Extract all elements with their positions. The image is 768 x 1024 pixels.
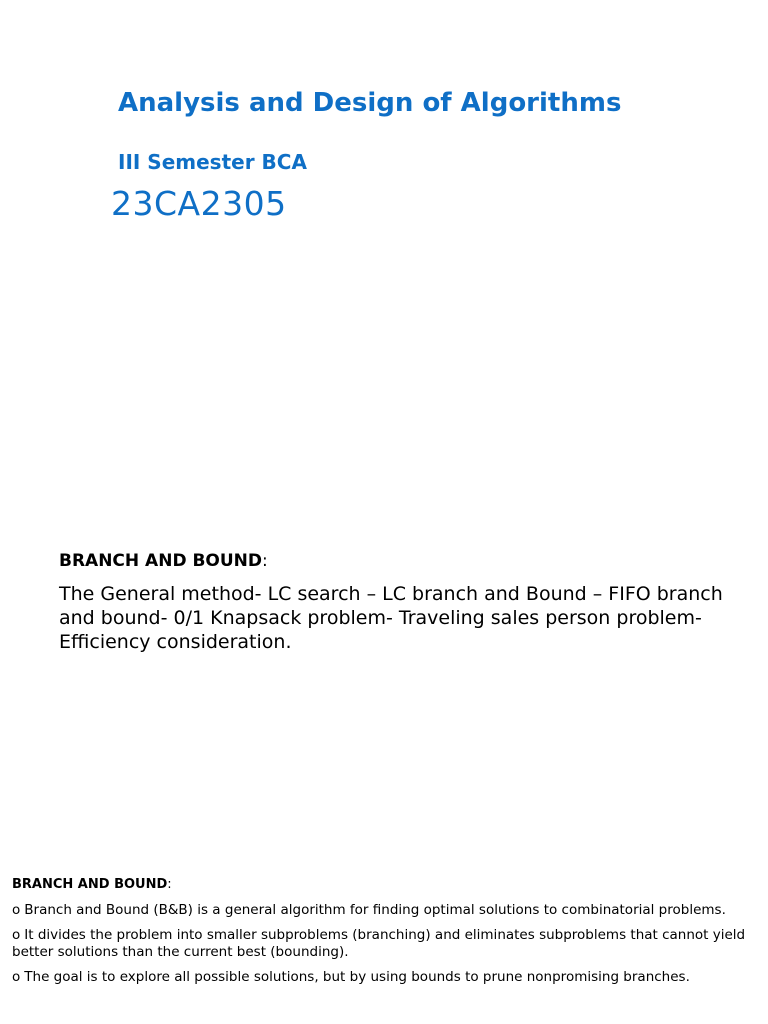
- notes-heading: [12, 876, 752, 894]
- notes-section: [12, 876, 752, 994]
- course-title: Analysis and Design of Algorithms: [118, 88, 622, 118]
- bullet-item: [12, 927, 752, 961]
- semester-label: III Semester BCA: [118, 150, 307, 174]
- bullet-marker: o: [12, 927, 21, 943]
- bullet-text: It divides the problem into smaller subproblems (branching) and eliminates subproblems that cannot yield better solutions than the current best (bounding).: [12, 927, 746, 960]
- unit-topics: The General method- LC search – LC branch and Bound – FIFO branch and bound- 0/1 Knapsack problem- Traveling sales person problem- Efficiency consideration.: [59, 583, 723, 653]
- bullet-text: Branch and Bound (B&B) is a general algorithm for finding optimal solutions to combinatorial problems.: [24, 902, 726, 918]
- course-code: 23CA2305: [111, 184, 287, 223]
- unit-heading-text: BRANCH AND BOUND: [59, 551, 263, 571]
- bullet-marker: o: [12, 902, 21, 918]
- notes-heading-colon: :: [167, 877, 172, 892]
- notes-heading-text: BRANCH AND BOUND: [12, 877, 168, 892]
- unit-heading: [59, 551, 268, 571]
- bullet-marker: o: [12, 969, 21, 985]
- bullet-item: [12, 902, 752, 919]
- unit-heading-colon: :: [262, 551, 268, 571]
- bullet-item: [12, 969, 752, 986]
- bullet-text: The goal is to explore all possible solutions, but by using bounds to prune nonpromising branches.: [24, 969, 690, 985]
